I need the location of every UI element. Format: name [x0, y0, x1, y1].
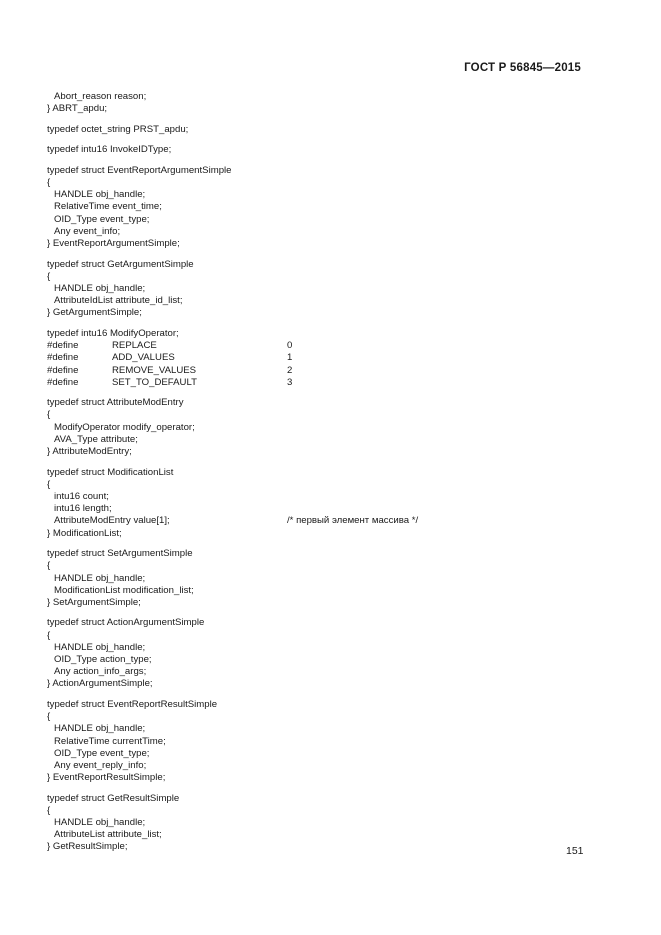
open-brace: { [47, 711, 51, 723]
open-brace: { [47, 177, 51, 189]
close-brace: } GetArgumentSimple; [47, 307, 142, 319]
define-row [47, 340, 607, 352]
define-keyword: #define [47, 364, 79, 376]
define-value: 1 [287, 352, 293, 364]
struct-field: intu16 length; [54, 503, 112, 515]
struct-field: ModificationList modification_list; [54, 584, 194, 596]
define-name: REPLACE [112, 340, 157, 352]
struct-field: RelativeTime event_time; [54, 201, 162, 213]
struct-field: AttributeList attribute_list; [54, 829, 162, 841]
close-brace: } GetResultSimple; [47, 841, 128, 853]
open-brace: { [47, 629, 51, 641]
define-name: SET_TO_DEFAULT [112, 376, 197, 388]
close-brace: } EventReportArgumentSimple; [47, 238, 180, 250]
struct-declaration: typedef struct EventReportArgumentSimple [47, 164, 232, 176]
struct-declaration: typedef struct SetArgumentSimple [47, 548, 193, 560]
struct-field: Any event_info; [54, 225, 121, 237]
struct-field: HANDLE obj_handle; [54, 817, 146, 829]
struct-field: AttributeModEntry value[1]; [54, 515, 170, 527]
struct-field: HANDLE obj_handle; [54, 723, 146, 735]
define-keyword: #define [47, 376, 79, 388]
code-line: typedef intu16 InvokeIDType; [47, 144, 172, 156]
open-brace: { [47, 409, 51, 421]
define-keyword: #define [47, 352, 79, 364]
struct-field: Any event_reply_info; [54, 759, 147, 771]
code-line: typedef octet_string PRST_apdu; [47, 123, 189, 135]
typedef-line: typedef intu16 ModifyOperator; [47, 327, 179, 339]
open-brace: { [47, 478, 51, 490]
define-name: ADD_VALUES [112, 352, 175, 364]
struct-field: RelativeTime currentTime; [54, 735, 166, 747]
code-line: } ABRT_apdu; [47, 103, 108, 115]
define-row [47, 352, 607, 364]
code-comment: /* первый элемент массива */ [287, 515, 419, 527]
struct-field: HANDLE obj_handle; [54, 641, 146, 653]
define-value: 3 [287, 376, 293, 388]
define-row [47, 377, 607, 389]
struct-declaration: typedef struct EventReportResultSimple [47, 698, 218, 710]
code-line: Abort_reason reason; [54, 91, 147, 102]
struct-field: AVA_Type attribute; [54, 433, 138, 445]
struct-declaration: typedef struct AttributeModEntry [47, 397, 184, 409]
struct-field: intu16 count; [54, 490, 109, 502]
open-brace: { [47, 560, 51, 572]
close-brace: } SetArgumentSimple; [47, 596, 141, 608]
code-listing [47, 91, 607, 854]
close-brace: } AttributeModEntry; [47, 446, 132, 458]
struct-field: HANDLE obj_handle; [54, 189, 146, 201]
define-row [47, 365, 607, 377]
struct-field-with-comment [47, 515, 607, 527]
close-brace: } EventReportResultSimple; [47, 772, 166, 784]
struct-field: OID_Type action_type; [54, 654, 152, 666]
struct-field: OID_Type event_type; [54, 213, 150, 225]
document-header [464, 62, 581, 74]
struct-field: OID_Type event_type; [54, 747, 150, 759]
struct-field: HANDLE obj_handle; [54, 572, 146, 584]
struct-field: HANDLE obj_handle; [54, 283, 146, 294]
struct-field: AttributeIdList attribute_id_list; [54, 295, 183, 307]
page-number: 151 [566, 845, 584, 857]
struct-declaration: typedef struct ActionArgumentSimple [47, 617, 205, 629]
struct-declaration: typedef struct GetArgumentSimple [47, 258, 194, 270]
struct-field: ModifyOperator modify_operator; [54, 421, 195, 433]
open-brace: { [47, 804, 51, 816]
close-brace: } ActionArgumentSimple; [47, 678, 153, 690]
standard-designation: ГОСТ Р 56845—2015 [464, 62, 581, 74]
struct-field: Any action_info_args; [54, 666, 147, 678]
open-brace: { [47, 270, 51, 282]
define-name: REMOVE_VALUES [112, 364, 197, 376]
define-keyword: #define [47, 340, 79, 352]
close-brace: } ModificationList; [47, 527, 122, 539]
struct-declaration: typedef struct ModificationList [47, 466, 174, 478]
define-value: 0 [287, 340, 293, 352]
struct-declaration: typedef struct GetResultSimple [47, 792, 180, 804]
define-value: 2 [287, 364, 293, 376]
